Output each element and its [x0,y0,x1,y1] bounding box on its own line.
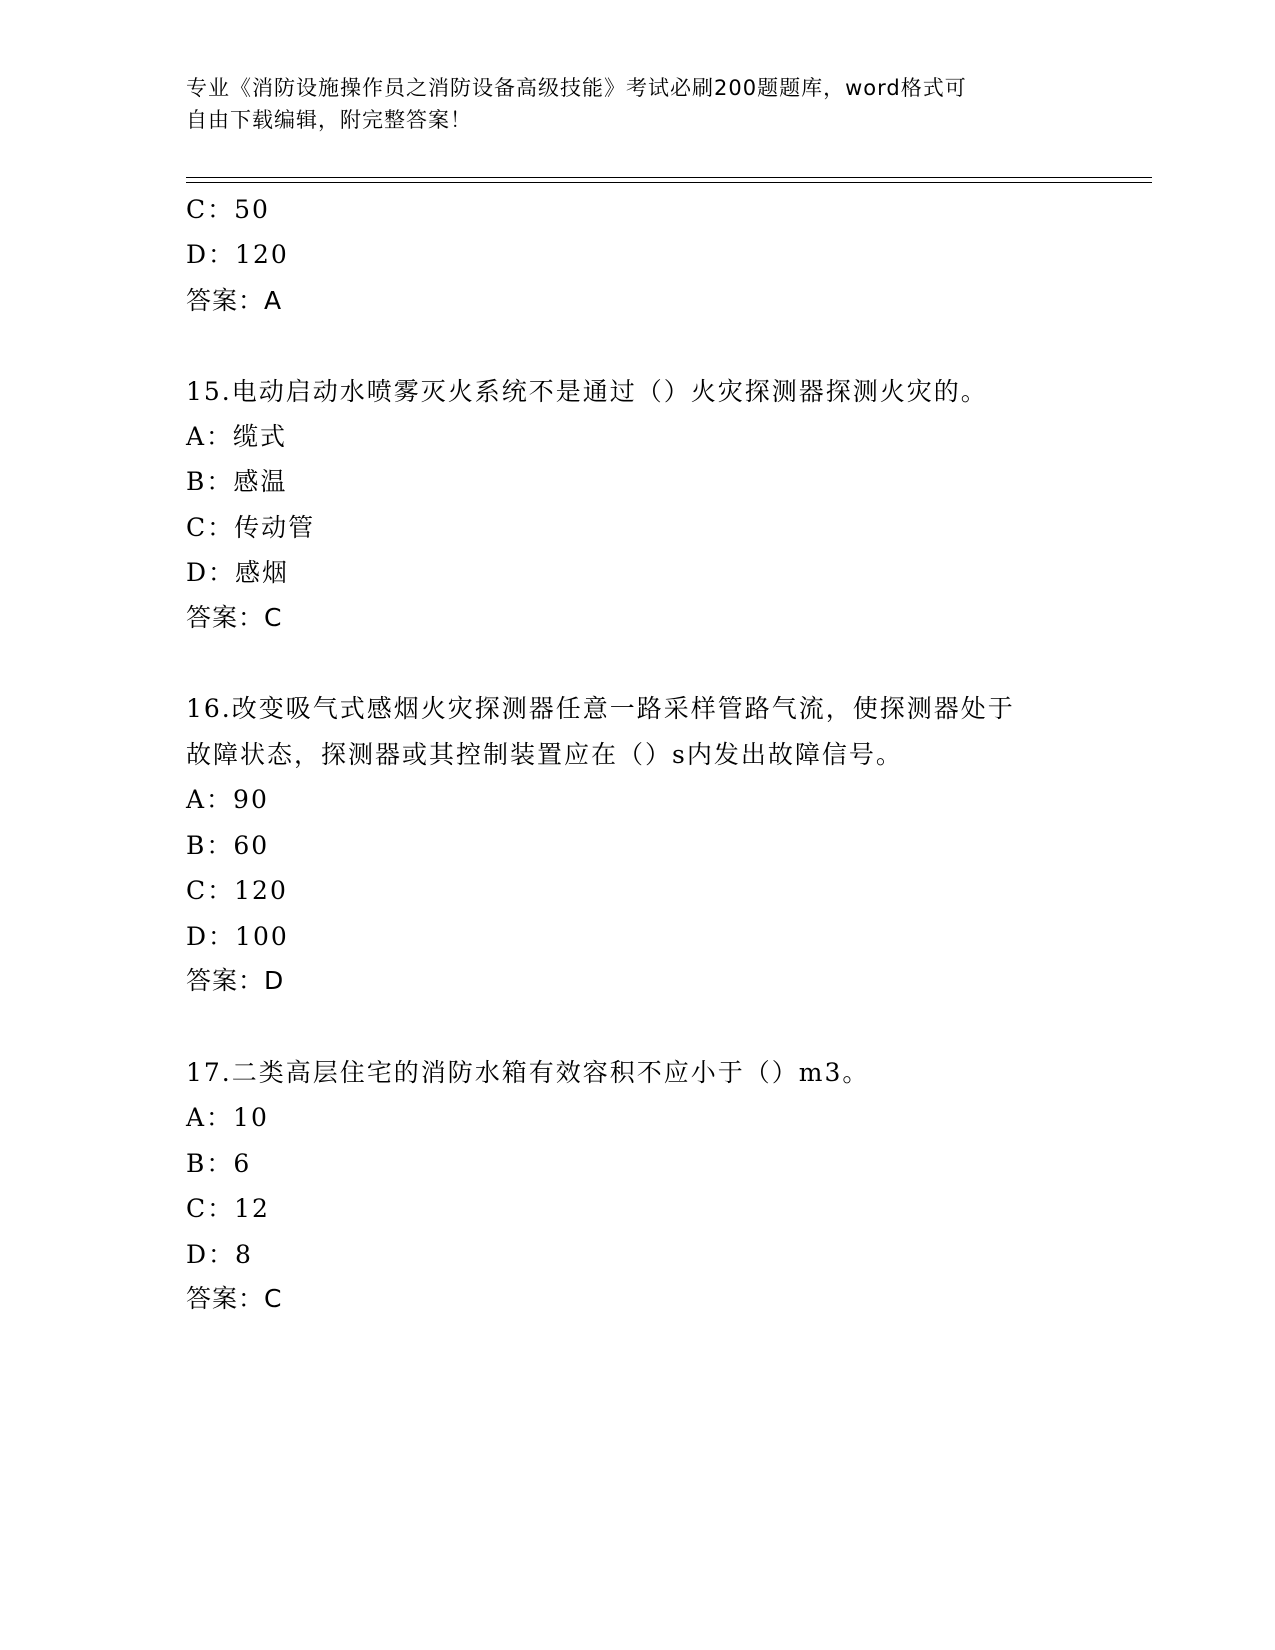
q17-option-b: B：6 [186,1149,252,1178]
q17-option-d: D：8 [186,1240,253,1269]
header-line-1: 专业《消防设施操作员之消防设备高级技能》考试必刷200题题库，word格式可 [186,76,967,100]
q17-stem: 17.二类高层住宅的消防水箱有效容积不应小于（）m3。 [186,1058,870,1087]
q15-option-d: D：感烟 [186,558,290,587]
q15-option-c: C：传动管 [186,513,316,542]
q16-option-d: D：100 [186,922,289,951]
q16-option-a: A：90 [186,785,269,814]
q14-answer: 答案：A [186,286,283,315]
q17-option-a: A：10 [186,1103,269,1132]
document-header [186,72,1066,136]
header-divider-top [186,177,1152,178]
header-line-2: 自由下载编辑，附完整答案！ [186,108,472,132]
q16-option-b: B：60 [186,831,270,860]
q15-option-a: A：缆式 [186,422,288,451]
q17-option-c: C：12 [186,1194,270,1223]
q15-stem: 15.电动启动水喷雾灭火系统不是通过（）火灾探测器探测火灾的。 [186,377,988,406]
q17-answer: 答案：C [186,1284,283,1313]
q16-option-c: C：120 [186,876,288,905]
header-divider-bottom [186,182,1152,183]
q16-stem-line-1: 16.改变吸气式感烟火灾探测器任意一路采样管路气流，使探测器处于 [186,694,1015,723]
q14-option-c: C：50 [186,195,270,224]
q16-answer: 答案：D [186,966,285,995]
q14-option-d: D：120 [186,240,289,269]
q16-stem-line-2: 故障状态，探测器或其控制装置应在（）s内发出故障信号。 [186,740,903,769]
q15-option-b: B：感温 [186,467,288,496]
q15-answer: 答案：C [186,603,283,632]
